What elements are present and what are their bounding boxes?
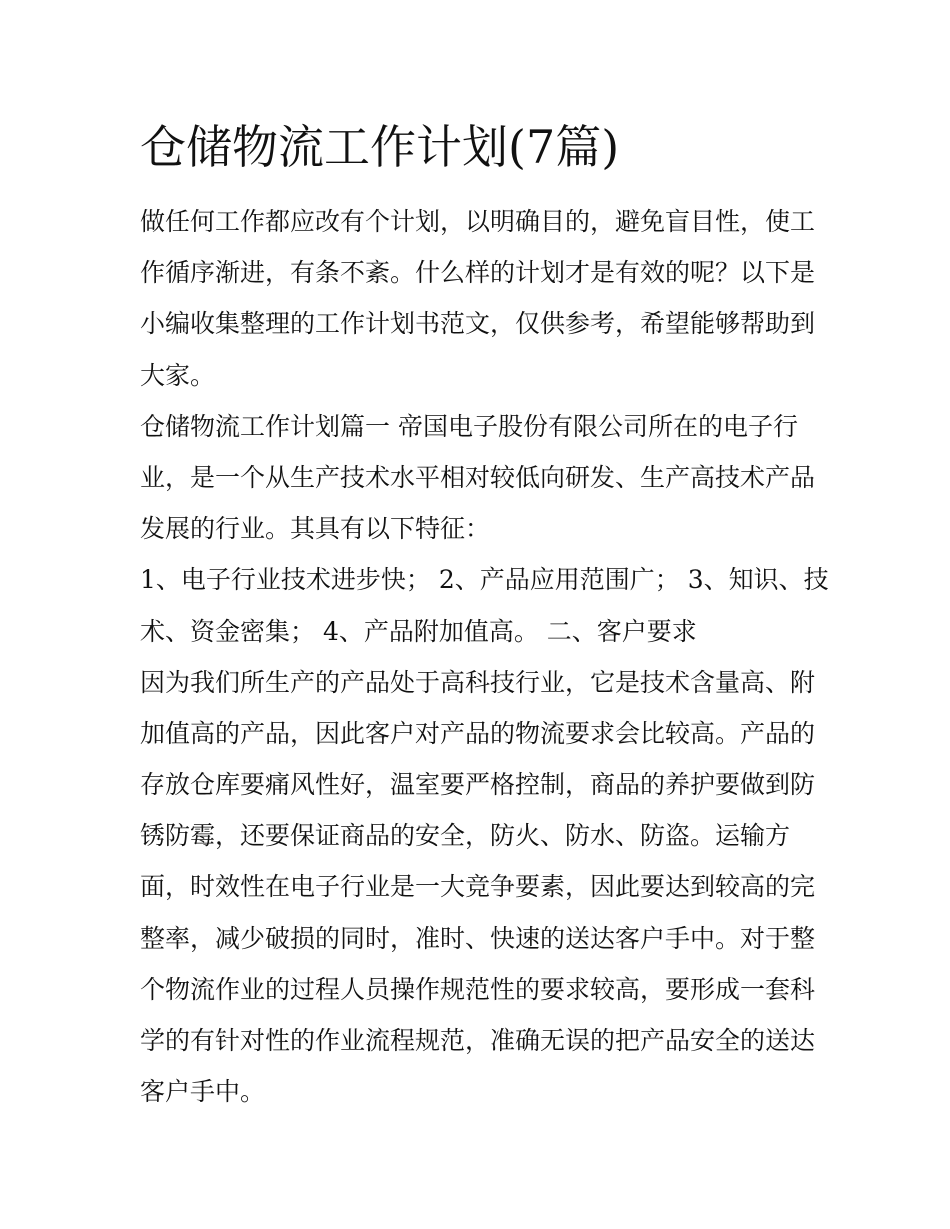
text-line: 客户手中。: [140, 1077, 266, 1107]
text-line: 面，时效性在电子行业是一大竞争要素，因此要达到较高的完: [140, 872, 816, 902]
text-line: 个物流作业的过程人员操作规范性的要求较高，要形成一套科: [140, 974, 816, 1004]
text-line: 锈防霉，还要保证商品的安全，防火、防水、防盗。运输方: [140, 821, 791, 851]
text-line: 术、资金密集； 4、产品附加值高。 二、客户要求: [140, 616, 697, 646]
text-line: 1、电子行业技术进步快； 2、产品应用范围广； 3、知识、技: [140, 565, 829, 595]
text-line: 做任何工作都应改有个计划，以明确目的，避免盲目性，使工: [140, 207, 816, 236]
text-line: 整率，减少破损的同时，准时、快速的送达客户手中。对于整: [140, 923, 816, 953]
text-line: 大家。: [140, 360, 216, 390]
text-line: 仓储物流工作计划篇一 帝国电子股份有限公司所在的电子行: [140, 411, 798, 441]
text-line: 学的有针对性的作业流程规范，准确无误的把产品安全的送达: [140, 1026, 816, 1055]
text-line: 存放仓库要痛风性好，温室要严格控制，商品的养护要做到防: [140, 770, 816, 800]
document-body: [140, 196, 829, 1117]
text-line: 业，是一个从生产技术水平相对较低向研发、生产高技术产品: [140, 462, 816, 492]
text-line: 发展的行业。其具有以下特征：: [140, 514, 491, 544]
text-line: 因为我们所生产的产品处于高科技行业，它是技术含量高、附: [140, 667, 816, 697]
text-line: 作循序渐进，有条不紊。什么样的计划才是有效的呢？以下是: [140, 258, 816, 288]
text-line: 小编收集整理的工作计划书范文，仅供参考，希望能够帮助到: [140, 309, 816, 339]
document-title: 仓储物流工作计划(7篇): [140, 120, 620, 174]
text-line: 加值高的产品，因此客户对产品的物流要求会比较高。产品的: [140, 718, 816, 748]
